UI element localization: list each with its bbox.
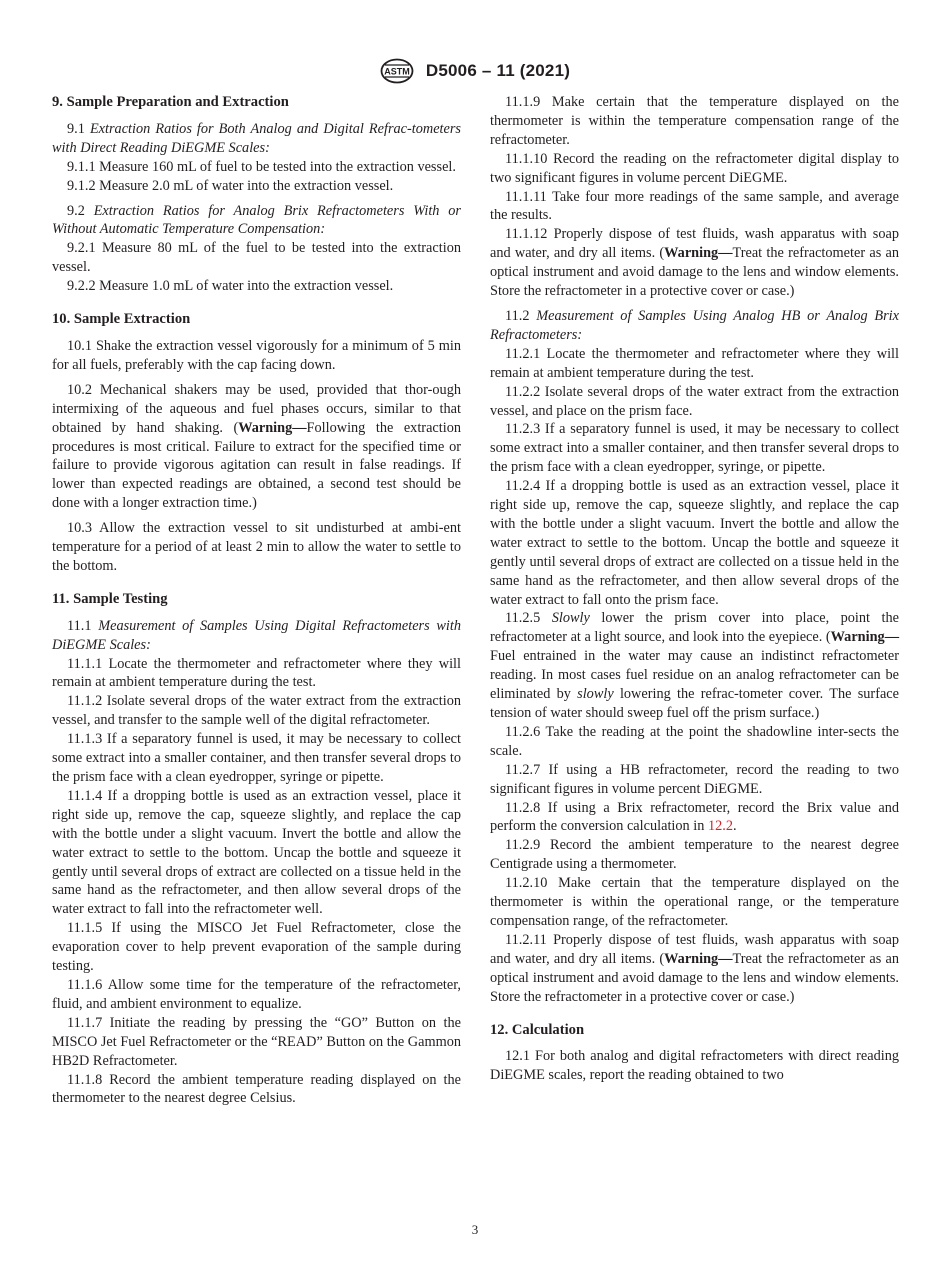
para-11-1-5: 11.1.5 If using the MISCO Jet Fuel Refractometer, close the evaporation cover to help prevent evaporation of the sample during testing. [52, 920, 461, 975]
para-11-1-10: 11.1.10 Record the reading on the refractometer digital display to two significant figures in volume percent DiEGME. [490, 150, 899, 186]
para-11-2-2: 11.2.2 Isolate several drops of the water extract from the extraction vessel, and place on the prism face. [490, 383, 899, 419]
para-9-2: 9.2 Extraction Ratios for Analog Brix Refractometers With or Without Automatic Temperature Compensation: [52, 202, 461, 238]
para-10-2: 10.2 Mechanical shakers may be used, provided that thor-ough intermixing of the aqueous and fuel phases occurs, similar to that obtained by hand shaking. (Warning—Following the extraction procedures is most critical. Failure to extract for the specified time or failure to provide vigorous agitation can result in false readings. If lower than expected readings are obtained, a second test should be done with a longer extraction time.) [52, 381, 461, 512]
para-11-2-7: 11.2.7 If using a HB refractometer, record the reading to two significant figures in volume percent DiEGME. [490, 761, 899, 797]
para-11-2-3: 11.2.3 If a separatory funnel is used, it may be necessary to collect some extract into a smaller container, and then transfer several drops to the prism face with a clean eyedropper, syringe, or pipette. [490, 421, 899, 476]
para-11-1-12: 11.1.12 Properly dispose of test fluids, wash apparatus with soap and water, and dry all items. (Warning—Treat the refractometer as an optical instrument and avoid damage to the lens and window elements. Store the refractometer in a protective cover or case.) [490, 226, 899, 300]
section-12-heading: 12. Calculation [490, 1021, 585, 1038]
para-11-1-2: 11.1.2 Isolate several drops of the water extract from the extraction vessel, and transfer to the sample well of the digital refractometer. [52, 693, 461, 729]
para-11-1: 11.1 Measurement of Samples Using Digital Refractometers with DiEGME Scales: [52, 617, 461, 653]
para-11-1-6: 11.1.6 Allow some time for the temperature of the refractometer, fluid, and ambient environment to equalize. [52, 976, 461, 1012]
section-9-heading: 9. Sample Preparation and Extraction [52, 94, 289, 110]
section-12-2-link[interactable]: 12.2 [707, 818, 733, 835]
svg-text:ASTM: ASTM [384, 66, 410, 77]
para-11-1-9: 11.1.9 Make certain that the temperature displayed on the thermometer is within the temperature compensation range of the refractometer. [490, 94, 899, 148]
para-9-1-1: 9.1.1 Measure 160 mL of fuel to be tested into the extraction vessel. [67, 158, 456, 175]
page-number: 3 [471, 1222, 479, 1237]
page-header [0, 58, 950, 84]
para-12-1: 12.1 For both analog and digital refractometers with direct reading DiEGME scales, report the reading obtained to two [490, 1048, 899, 1084]
para-11-2-9: 11.2.9 Record the ambient temperature to the nearest degree Centigrade using a thermometer. [490, 837, 899, 873]
para-11-2-11: 11.2.11 Properly dispose of test fluids, wash apparatus with soap and water, and dry all items. (Warning—Treat the refractometer as an optical instrument and avoid damage to the lens and window elements. Store the refractometer in a protective cover or case.) [490, 931, 899, 1005]
para-9-2-2: 9.2.2 Measure 1.0 mL of water into the extraction vessel. [67, 278, 394, 295]
section-11-heading: 11. Sample Testing [52, 590, 168, 607]
left-column [52, 93, 461, 1108]
para-10-3: 10.3 Allow the extraction vessel to sit undisturbed at ambi-ent temperature for a period of at least 2 min to allow the water to settle to the bottom. [52, 520, 461, 574]
para-11-2-10: 11.2.10 Make certain that the temperature displayed on the thermometer is within the operational range, or the temperature compensation range, of the refractometer. [490, 875, 899, 929]
para-11-1-8: 11.1.8 Record the ambient temperature reading displayed on the thermometer to the nearest degree Celsius. [52, 1071, 461, 1107]
para-11-2-1: 11.2.1 Locate the thermometer and refractometer where they will remain at ambient temperature during the test. [490, 345, 899, 381]
para-11-2: 11.2 Measurement of Samples Using Analog HB or Analog Brix Refractometers: [490, 307, 899, 343]
para-11-1-7: 11.1.7 Initiate the reading by pressing the “GO” Button on the MISCO Jet Fuel Refractometer or the “READ” Button on the Gammon HB2D Refractometer. [52, 1014, 461, 1069]
right-column [490, 93, 899, 1085]
para-9-1: 9.1 Extraction Ratios for Both Analog and Digital Refrac-tometers with Direct Reading DiEGME Scales: [52, 120, 461, 156]
section-10-heading: 10. Sample Extraction [52, 311, 191, 328]
para-11-2-4: 11.2.4 If a dropping bottle is used as an extraction vessel, place it right side up, remove the cap, squeeze slightly, and replace the cap with the bottle under a slight vacuum. Invert the bottle and allow the water extract to settle to the bottom. Uncap the bottle and squeeze it gently until several drops of extract are collected on a tissue held in the same hand as the refractometer, and then allow several drops of the water extract to fall onto the prism face. [490, 478, 899, 608]
para-11-1-11: 11.1.11 Take four more readings of the same sample, and average the results. [490, 188, 899, 224]
para-9-1-2: 9.1.2 Measure 2.0 mL of water into the extraction vessel. [67, 177, 394, 194]
para-11-1-3: 11.1.3 If a separatory funnel is used, it may be necessary to collect some extract into a smaller container, and then transfer several drops to the prism face with a clean eyedropper, syringe or pipette. [52, 731, 461, 785]
para-11-1-1: 11.1.1 Locate the thermometer and refractometer where they will remain at ambient temperature during the test. [52, 655, 461, 691]
para-10-1: 10.1 Shake the extraction vessel vigorously for a minimum of 5 min for all fuels, preferably with the cap facing down. [52, 337, 461, 373]
standard-designation: D5006 – 11 (2021) [425, 61, 571, 80]
para-9-2-1: 9.2.1 Measure 80 mL of the fuel to be tested into the extraction vessel. [52, 240, 461, 276]
astm-logo-icon [380, 58, 414, 84]
para-11-2-8: 11.2.8 If using a Brix refractometer, record the Brix value and perform the conversion calculation in 12.2. [490, 799, 899, 835]
para-11-2-6: 11.2.6 Take the reading at the point the shadowline inter-sects the scale. [490, 723, 899, 759]
para-11-1-4: 11.1.4 If a dropping bottle is used as an extraction vessel, place it right side up, remove the cap, squeeze slightly, and replace the cap with the bottle under a slight vacuum. Invert the bottle and allow the water extract to settle to the bottom. Uncap the bottle and squeeze it gently until several drops of extract are collected on a tissue held in the same hand as the refractometer, and then allow several drops of the water extract to fall into the refractometer well. [52, 787, 461, 918]
para-11-2-5: 11.2.5 Slowly lower the prism cover into place, point the refractometer at a light source, and look into the eyepiece. (Warning—Fuel entrained in the water may cause an indistinct refractometer reading. In most cases fuel residue on an analog refractometer can be eliminated by slowly lowering the refrac-tometer cover. The surface tension of water should sweep fuel off the prism surface.) [490, 610, 899, 721]
